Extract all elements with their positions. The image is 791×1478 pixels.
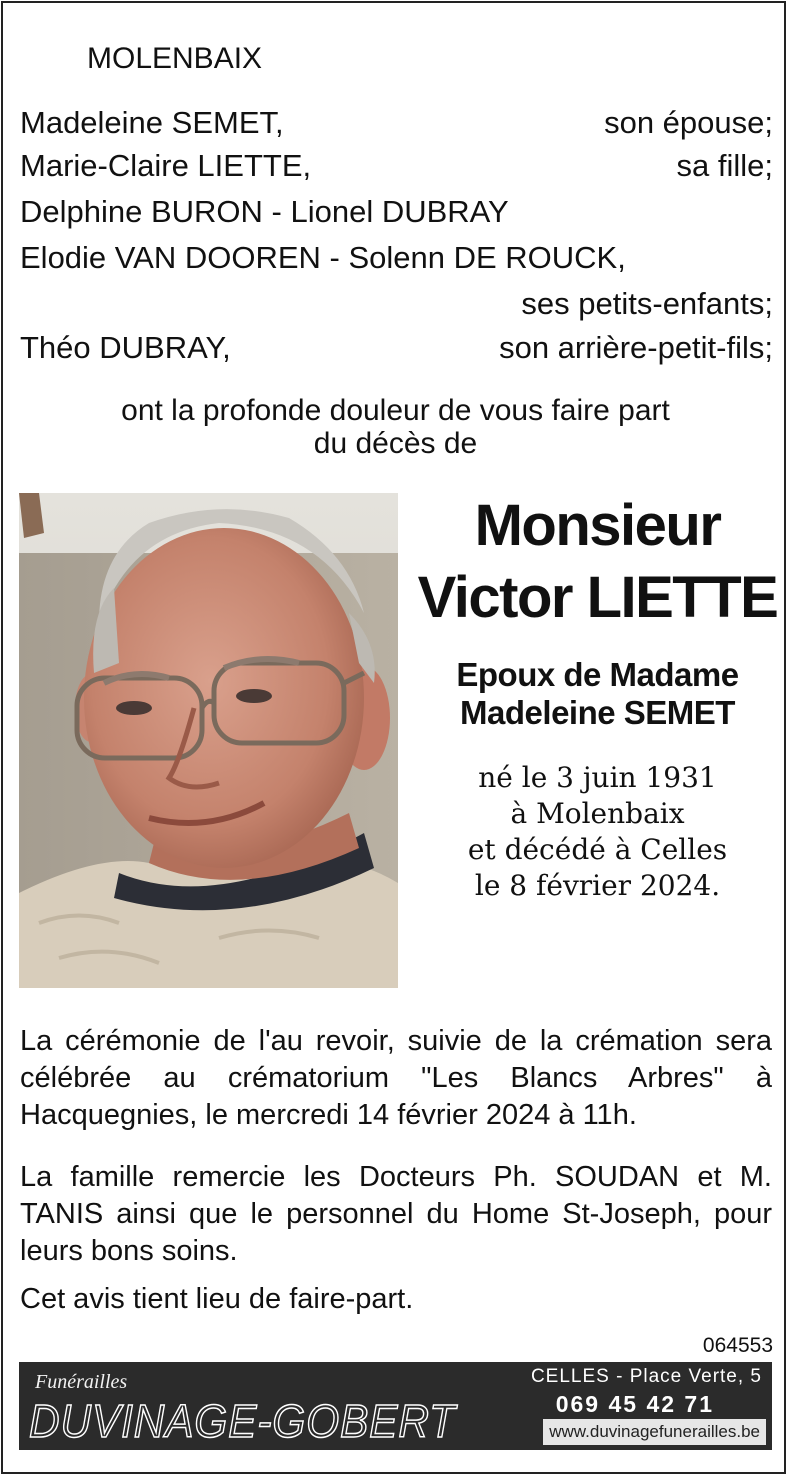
family-relation-2: sa fille;: [676, 148, 773, 183]
funeral-home-logo: DUVINAGE-GOBERT: [29, 1395, 456, 1447]
reference-code: 064553: [702, 1334, 773, 1357]
ceremony-text: La cérémonie de l'au revoir, suivie de la crémation sera célébrée au crématorium "Les Blancs Arbres" à Hacquegnies, le mercredi 14 février 2024 à 11h.: [20, 1025, 772, 1131]
deceased-name: Victor LIETTE: [417, 565, 778, 630]
deceased-block: [410, 490, 785, 904]
family-name-6: Théo DUBRAY,: [20, 330, 231, 365]
family-name-3: Delphine BURON - Lionel DUBRAY: [20, 194, 509, 229]
thanks-text: La famille remercie les Docteurs Ph. SOUDAN et M. TANIS ainsi que le personnel du Home St-Joseph, pour leurs bons soins.: [20, 1161, 772, 1267]
portrait-photo: [19, 493, 398, 988]
born-date: né le 3 juin 1931: [478, 761, 717, 794]
notice-text: Cet avis tient lieu de faire-part.: [20, 1283, 414, 1315]
family-relation-1: son épouse;: [604, 105, 773, 140]
death-place: et décédé à Celles: [467, 833, 728, 866]
funeral-home-address: CELLES - Place Verte, 5: [530, 1366, 762, 1387]
family-name-1: Madeleine SEMET,: [20, 105, 284, 140]
deceased-title: Monsieur: [474, 493, 721, 558]
funeral-home-website[interactable]: www.duvinagefunerailles.be: [543, 1419, 766, 1445]
born-place: à Molenbaix: [510, 797, 685, 830]
funeral-home-banner: [19, 1362, 772, 1450]
intro-line-1: ont la profonde douleur de vous faire part: [121, 394, 670, 427]
family-relation-5: ses petits-enfants;: [521, 286, 773, 321]
family-name-4: Elodie VAN DOOREN - Solenn DE ROUCK,: [20, 240, 626, 275]
intro-text: [0, 394, 791, 460]
spouse-line-1: Epoux de Madame: [456, 656, 739, 693]
town-name: MOLENBAIX: [87, 42, 263, 75]
intro-line-2: du décès de: [313, 427, 478, 460]
spouse-line-2: Madeleine SEMET: [460, 694, 735, 731]
funeral-home-label: Funérailles: [35, 1371, 128, 1393]
death-date: le 8 février 2024.: [474, 869, 721, 902]
funeral-home-phone: 069 45 42 71: [555, 1391, 714, 1417]
life-dates: [410, 760, 785, 904]
family-relation-6: son arrière-petit-fils;: [499, 330, 773, 365]
family-name-2: Marie-Claire LIETTE,: [20, 148, 312, 183]
